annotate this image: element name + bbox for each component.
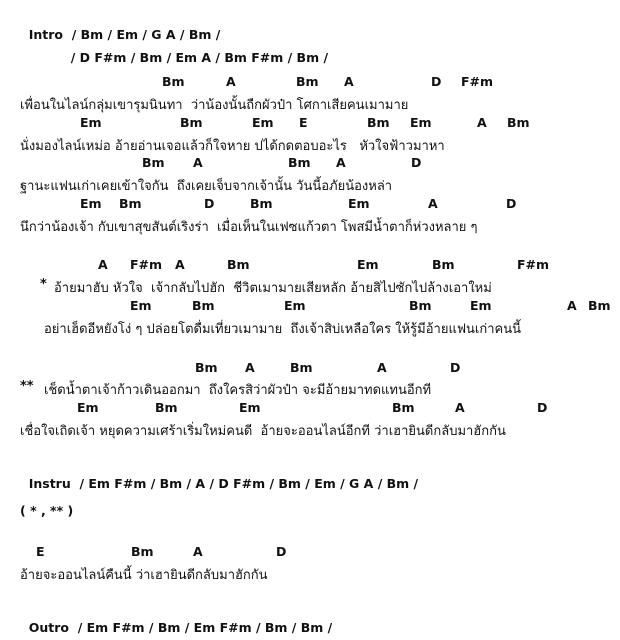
chord: E bbox=[299, 115, 308, 130]
chord: A bbox=[193, 155, 203, 170]
chord: Bm bbox=[131, 544, 154, 559]
chord: Bm bbox=[288, 155, 311, 170]
chord: Em bbox=[239, 400, 261, 415]
chord: Bm bbox=[296, 74, 319, 89]
intro-line-2 bbox=[62, 35, 328, 65]
chord: Bm bbox=[507, 115, 530, 130]
chord: Bm bbox=[180, 115, 203, 130]
lyric-line: อย่าเฮ็ดอีหยังโง่ ๆ ปล่อยโตดื่มเที่ยวเมามาย ถึงเจ้าสิบ่เหลือใคร ให้รู้มีอ้ายแฟนเก่าคนนี้ bbox=[44, 322, 521, 337]
chord: Bm bbox=[432, 257, 455, 272]
chord: Em bbox=[80, 196, 102, 211]
chord: Em bbox=[252, 115, 274, 130]
chord: D bbox=[431, 74, 442, 89]
outro-chords: / Em F#m / Bm / Em F#m / Bm / Bm / bbox=[77, 620, 333, 635]
instru-chords: / Em F#m / Bm / A / D F#m / Bm / Em / G A / Bm / bbox=[79, 476, 419, 491]
chord: Em bbox=[357, 257, 379, 272]
chord: E bbox=[36, 544, 45, 559]
chord: Bm bbox=[250, 196, 273, 211]
chord: D bbox=[537, 400, 548, 415]
chord: D bbox=[204, 196, 215, 211]
lyric-line: อ้ายมาฮับ หัวใจ เจ้ากลับไปฮัก ชีวิตเมามายเสียหลัก อ้ายสิไปซักไปล้างเอาใหม่ bbox=[54, 281, 492, 296]
chord: Em bbox=[80, 115, 102, 130]
chord: A bbox=[344, 74, 354, 89]
chord: A bbox=[245, 360, 255, 375]
chord: Em bbox=[130, 298, 152, 313]
lyric-line: เพื่อนในไลน์กลุ่มเขารุมนินทา ว่าน้องนั้นถืกผัวป๋า โศกาเสียคนเมามาย bbox=[20, 98, 409, 113]
intro-chords-1: / Bm / Em / G A / Bm / bbox=[71, 27, 221, 42]
chord: A bbox=[567, 298, 577, 313]
lyric-line: ฐานะแฟนเก่าเคยเข้าใจกัน ถึงเคยเจ็บจากเจ้านั้น วันนี้อภัยน้องหล่า bbox=[20, 179, 393, 194]
chord: Bm bbox=[162, 74, 185, 89]
intro-chords-2: / D F#m / Bm / Em A / Bm F#m / Bm / bbox=[70, 50, 329, 65]
chord: Em bbox=[77, 400, 99, 415]
chord: D bbox=[276, 544, 287, 559]
outro-line bbox=[20, 605, 332, 635]
chord: Em bbox=[470, 298, 492, 313]
lyric-line: เช็ดน้ำตาเจ้าก้าวเดินออกมา ถึงใครสิว่าผัวป๋า จะมีอ้ายมาทดแทนอีกที bbox=[44, 383, 432, 398]
chord: Bm bbox=[367, 115, 390, 130]
chord: F#m bbox=[517, 257, 550, 272]
chord: Bm bbox=[195, 360, 218, 375]
section-mark: ** bbox=[20, 379, 34, 394]
repeat-marker: ( * , ** ) bbox=[20, 503, 74, 518]
chord: A bbox=[336, 155, 346, 170]
chord: Em bbox=[284, 298, 306, 313]
lyric-line: อ้ายจะออนไลน์คืนนี้ ว่าเฮายินดีกลับมาฮักกัน bbox=[20, 568, 268, 583]
chord: D bbox=[450, 360, 461, 375]
chord: A bbox=[455, 400, 465, 415]
section-mark: * bbox=[40, 277, 47, 292]
chord: D bbox=[411, 155, 422, 170]
chord: F#m bbox=[130, 257, 163, 272]
chord: Bm bbox=[142, 155, 165, 170]
chord: Bm bbox=[192, 298, 215, 313]
chord: Em bbox=[410, 115, 432, 130]
chord: A bbox=[193, 544, 203, 559]
chord: F#m bbox=[461, 74, 494, 89]
chord: Bm bbox=[155, 400, 178, 415]
chord: A bbox=[98, 257, 108, 272]
intro-label: Intro bbox=[28, 27, 63, 42]
lyric-line: นึกว่าน้องเจ้า กับเขาสุขสันต์เริงร่า เมื่อเห็นในเฟซแก้วตา โพสมีน้ำตาก็ห่วงหลาย ๆ bbox=[20, 220, 478, 235]
chord: Em bbox=[348, 196, 370, 211]
chord: A bbox=[477, 115, 487, 130]
chord: A bbox=[175, 257, 185, 272]
chord: A bbox=[226, 74, 236, 89]
chord: A bbox=[377, 360, 387, 375]
instru-label: Instru bbox=[28, 476, 71, 491]
chord: Bm bbox=[588, 298, 611, 313]
instru-line bbox=[20, 461, 418, 491]
chord: Bm bbox=[119, 196, 142, 211]
chord: Bm bbox=[409, 298, 432, 313]
lyric-line: นั่งมองไลน์เหม่อ อ้ายอ่านเจอแล้วก็ใจหาย ปได้กดตอบอะไร หัวใจฟ้าวมาหา bbox=[20, 139, 445, 154]
chord: Bm bbox=[392, 400, 415, 415]
chord: Bm bbox=[290, 360, 313, 375]
chord: A bbox=[428, 196, 438, 211]
chord: D bbox=[506, 196, 517, 211]
lyric-line: เชื่อใจเถิดเจ้า หยุดความเศร้าเริ่มใหม่คนดี อ้ายจะออนไลน์อีกที ว่าเฮายินดีกลับมาฮักกัน bbox=[20, 424, 506, 439]
outro-label: Outro bbox=[28, 620, 69, 635]
chord: Bm bbox=[227, 257, 250, 272]
